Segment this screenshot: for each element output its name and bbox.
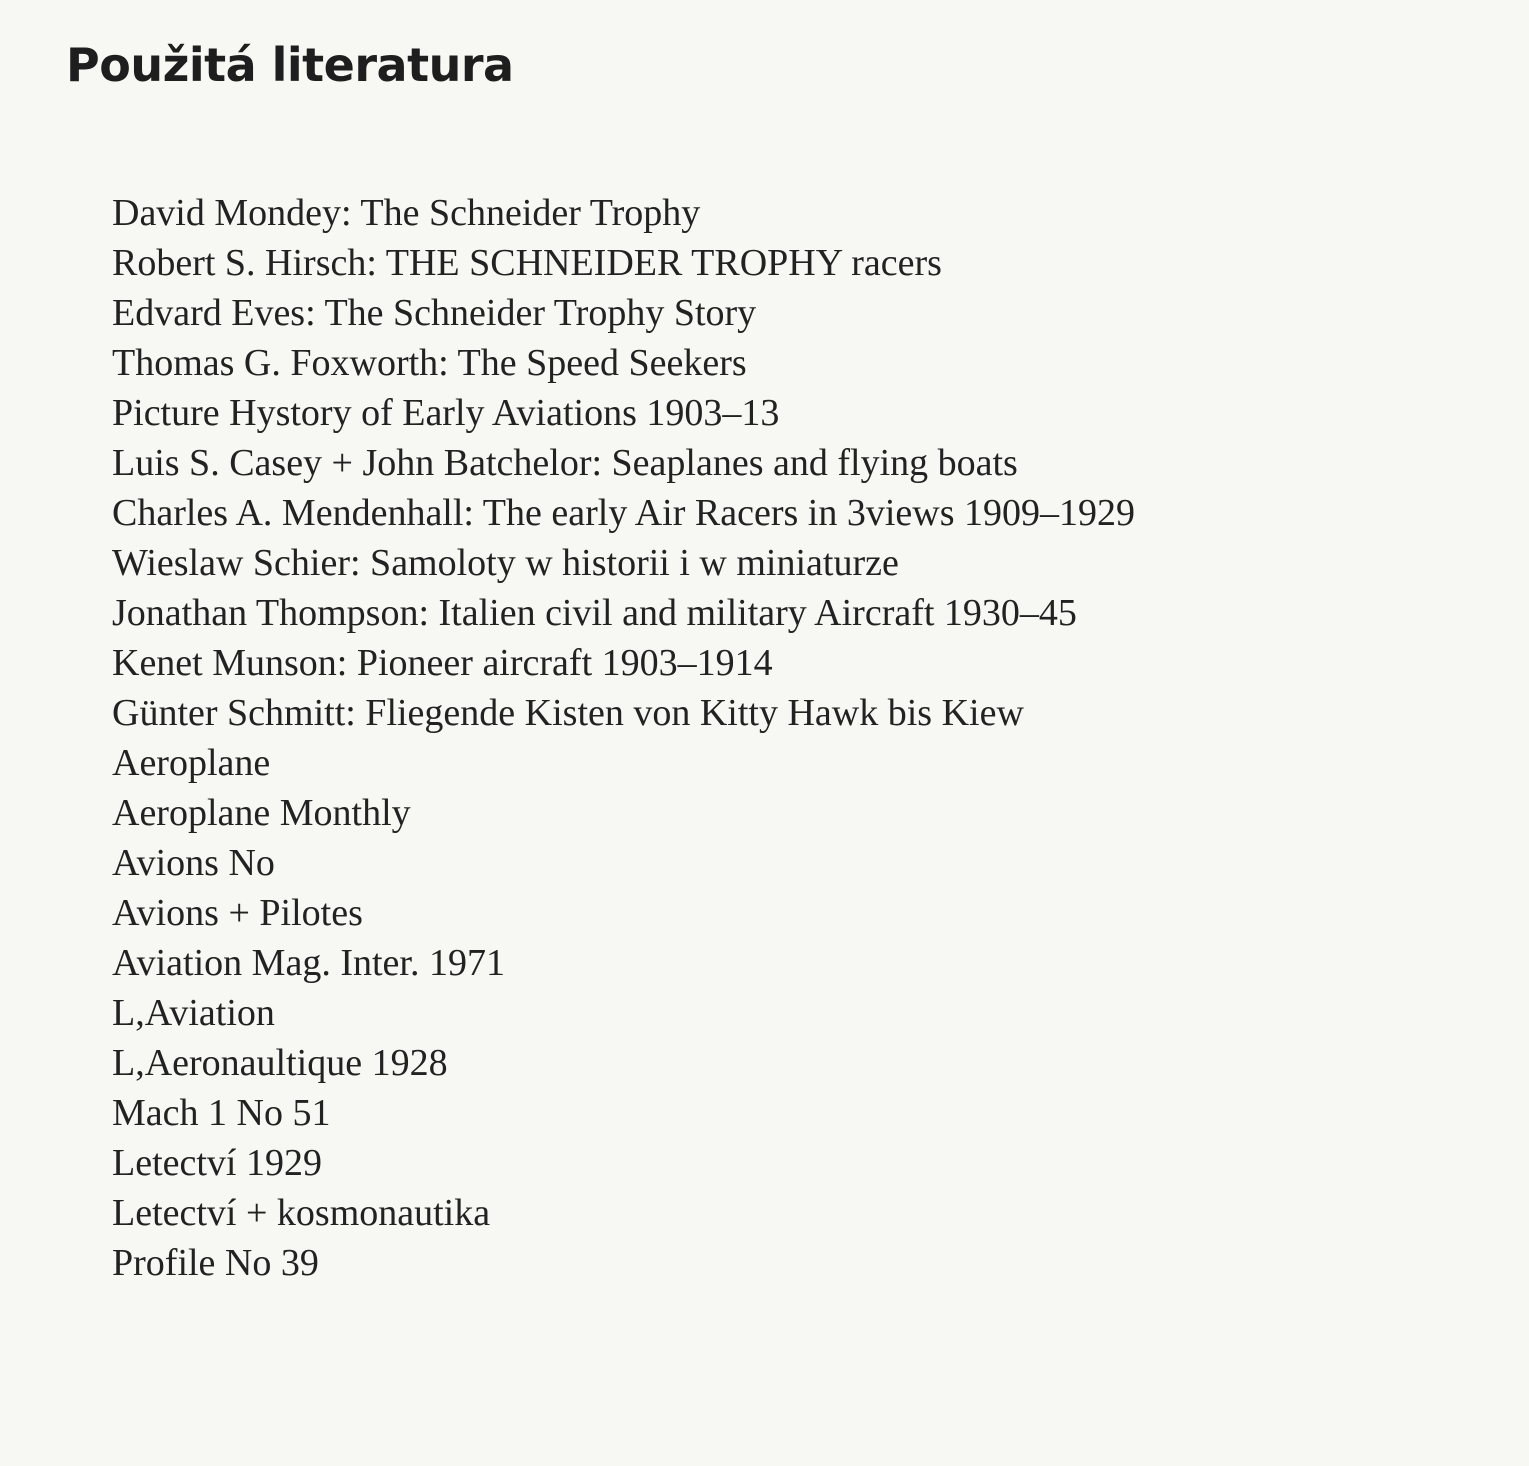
reference-list — [112, 188, 1135, 1288]
reference-item: Wieslaw Schier: Samoloty w historii i w miniaturze — [112, 542, 899, 584]
reference-item: Charles A. Mendenhall: The early Air Racers in 3views 1909–1929 — [112, 492, 1135, 534]
reference-item: Thomas G. Foxworth: The Speed Seekers — [112, 342, 747, 384]
reference-item: Letectví + kosmonautika — [112, 1192, 491, 1234]
reference-item: Avions + Pilotes — [112, 892, 363, 934]
reference-item: Jonathan Thompson: Italien civil and military Aircraft 1930–45 — [112, 592, 1077, 634]
reference-item: Robert S. Hirsch: THE SCHNEIDER TROPHY racers — [112, 242, 942, 284]
reference-item: Letectví 1929 — [112, 1142, 322, 1184]
reference-item: Avions No — [112, 842, 275, 884]
reference-item: Edvard Eves: The Schneider Trophy Story — [112, 292, 757, 334]
reference-item: L,Aeronaultique 1928 — [112, 1042, 448, 1084]
reference-item: Luis S. Casey + John Batchelor: Seaplanes and flying boats — [112, 442, 1018, 484]
reference-item: Günter Schmitt: Fliegende Kisten von Kitty Hawk bis Kiew — [112, 692, 1024, 734]
reference-item: Mach 1 No 51 — [112, 1092, 331, 1134]
page-title: Použitá literatura — [66, 38, 514, 92]
reference-item: David Mondey: The Schneider Trophy — [112, 192, 701, 234]
reference-item: Profile No 39 — [112, 1242, 319, 1284]
reference-item: L,Aviation — [112, 992, 275, 1034]
reference-item: Aviation Mag. Inter. 1971 — [112, 942, 505, 984]
reference-item: Aeroplane — [112, 742, 271, 784]
reference-item: Picture Hystory of Early Aviations 1903–13 — [112, 392, 780, 434]
reference-item: Kenet Munson: Pioneer aircraft 1903–1914 — [112, 642, 773, 684]
reference-item: Aeroplane Monthly — [112, 792, 411, 834]
